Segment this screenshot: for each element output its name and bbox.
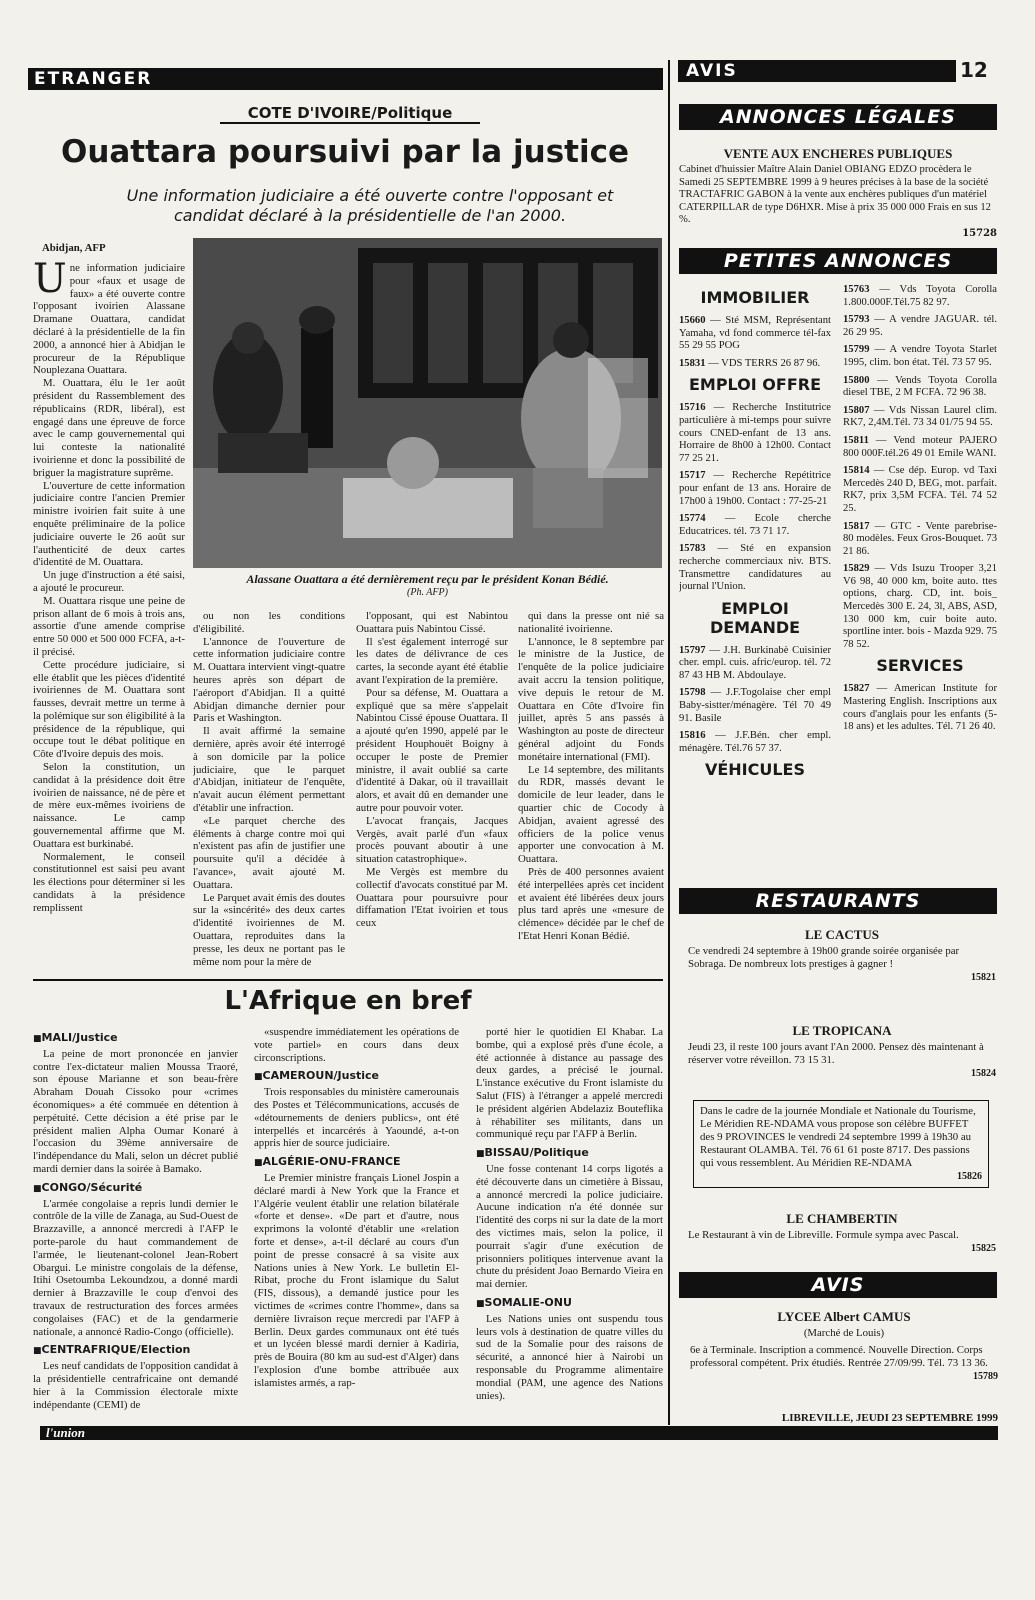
restaurant-ref: 15821 <box>971 972 996 983</box>
article-paragraph: qui dans la presse ont nié sa nationalité ivoirienne. <box>518 610 664 635</box>
classified-ad: 15800 — Vends Toyota Corolla diesel TBE, 2 M FCFA. 72 96 38. <box>843 374 997 399</box>
classified-ad: 15831 — VDS TERRS 26 87 96. <box>679 357 821 369</box>
bref-paragraph: Le Premier ministre français Lionel Jospin a déclaré mardi à New York que la France et l'Algérie veulent établir une relation bilatérale «forte et dense». «De part et d'autre, nous exprimons la volonté d'établir une «relation forte et dense», a-t-il déclaré au cours d'un point de presse consacré à sa visite aux Nations unies à New York. Le bulletin El-Ribat, proche du Front islamique du Salut (FIS, dissous), a demandé justice pour les victimes de «crimes contre l'homme», dans sa dernière livraison reçue mercredi par l'AFP à Berlin. Deux gardes communaux ont été tués et un lycéen blessé mardi dernier à Kadiria, près de Bouira (80 km au sud-est d'Alger) dans l'explosion d'une bombe attribuée aux islamistes armés, a rap- <box>254 1171 459 1389</box>
restaurant-text: Le Restaurant à vin de Libreville. Formule sympa avec Pascal. <box>688 1229 959 1241</box>
classified-category: EMPLOI OFFRE <box>688 375 822 395</box>
bref-paragraph: La peine de mort prononcée en janvier contre l'ex-dictateur malien Moussa Traoré, son épouse Marianne et son beau-frère Abraham Douah Cissoko pour «crimes économiques» a été commuée en détention à perpétuité. Cette décision a été prise par le président malien Alpha Oumar Konaré à l'occasion du 39ème anniversaire de l'indépendance du Mali, selon un décret publié mardi dernier dans la soirée à Bamako. <box>33 1047 238 1175</box>
classified-ref: 15829 <box>843 563 870 575</box>
article-paragraph: Normalement, le conseil constitutionnel est saisi peu avant les élections pour déterminer si les candidats à la présidence remplissent <box>33 850 185 914</box>
classified-ref: 15831 <box>679 357 706 369</box>
article-subhead: Une information judiciaire a été ouverte contre l'opposant et candidat déclaré à la présidentielle de l'an 2000. <box>126 186 614 225</box>
classified-ref: 15660 <box>679 315 706 326</box>
page-number: 12 <box>960 58 988 82</box>
classified-ad: 15774 — Ecole cherche Educatrices. tél. 73 71 17. <box>679 513 831 537</box>
photo-caption <box>193 572 662 600</box>
divider-rule <box>33 979 663 981</box>
article-paragraph: Me Vergès est membre du collectif d'avocats constitué par M. Ouattara pour poursuivre pour diffamation l'Etat ivoirien et tous ceux <box>356 865 508 930</box>
restaurant-name: LE TROPICANA <box>792 1023 892 1038</box>
article-paragraph: L'annonce, le 8 septembre par le ministre de la Justice, de l'enquête de la police judiciaire avait accru la tension politique, vive depuis le retour de M. Ouattara en Côte d'Ivoire fin juillet, après 5 ans passés à Washington au poste de directeur général adjoint du Fonds monétaire international (FMI). <box>518 635 664 763</box>
photo-illustration <box>193 238 662 568</box>
restaurant-ref: 15824 <box>971 1068 996 1079</box>
article-column-2 <box>193 610 345 972</box>
restaurant-chambertin <box>688 1212 996 1255</box>
restaurant-text: Dans le cadre de la journée Mondiale et Nationale du Tourisme, Le Méridien RE-NDAMA vous propose son célèbre BUFFET des 9 PROVINCES le vendredi 24 septembre 1999 à 19h30 au Restaurant OLAMBA. Tél. 76 61 61 poste 8717. Des passions qui vous ressemblent. Au Méridien RE-NDAMA <box>700 1105 976 1169</box>
article-paragraph: Il avait affirmé la semaine dernière, après avoir été interrogé à son domicile par la police judiciaire, que le parquet d'Abidjan, initiateur de l'enquête, n'avait aucun élément permettant d'établir une infraction. <box>193 725 345 814</box>
article-kicker: COTE D'IVOIRE/Politique <box>220 104 480 124</box>
article-paragraph: L'annonce de l'ouverture de cette information judiciaire contre M. Ouattara intervient vingt-quatre heures après son départ de l'aéroport d'Abidjan. Il a quitté Abidjan dimanche dernier pour Paris et Washington. <box>193 635 345 725</box>
vente-notice <box>679 164 997 239</box>
restaurant-text: Jeudi 23, il reste 100 jours avant l'An 2000. Pensez dès maintenant à réserver votre réveillon. 73 15 31. <box>688 1041 984 1066</box>
classified-ref: 15799 <box>843 344 870 356</box>
vente-ref: 15728 <box>962 227 997 239</box>
article-photo <box>193 238 662 568</box>
avis-sub: (Marché de Louis) <box>803 1327 885 1339</box>
classified-category: IMMOBILIER <box>700 288 810 307</box>
avis-lycee <box>690 1310 998 1383</box>
article-paragraph: M. Ouattara, élu le 1er août président du Rassemblement des républicains (RDR, libéral), est engagé dans une épreuve de force avec le camp gouvernemental qui lui conteste la nationalité ivoirienne et donc la possibilité de briguer la magistrature suprême. <box>33 377 185 479</box>
article-headline: Ouattara poursuivi par la justice <box>60 134 630 170</box>
classified-ref: 15800 <box>843 374 870 386</box>
article-paragraph: Selon la constitution, un candidat à la présidence doit être ivoirien de naissance, né de père et de mère eux-mêmes ivoiriens de naissance. Le camp gouvernemental affirme que M. Ouattara est burkinabé. <box>33 761 185 850</box>
classified-ref: 15763 <box>843 284 870 295</box>
section-bar-avis <box>678 60 956 82</box>
classified-ad: 15763 — Vds Toyota Corolla 1.800.000F.Tél.75 82 97. <box>843 284 997 308</box>
classified-ref: 15797 <box>679 644 706 656</box>
bref-paragraph: L'armée congolaise a repris lundi dernier le contrôle de la ville de Zanaga, au Sud-Ouest de Brazzaville, a annoncé mercredi à l'AFP le porte-parole du haut commandement de l'armée, le lieutenant-colonel Jean-Robert Obargui. Le ministre congolais de la défense, Itihi Osetoumba Lekoundzou, a donné mardi dernier à Brazzaville le coup d'envoi des travaux de restructuration des forces armées congolaises (FAC) et de la gendarmerie nationale, a annoncé Radio-Congo (officielle). <box>33 1197 238 1338</box>
restaurant-text: Ce vendredi 24 septembre à 19h00 grande soirée organisée par Sobraga. De nombreux lots prestiges à gagner ! <box>688 945 960 970</box>
column-divider <box>668 60 670 1425</box>
article-paragraph: M. Ouattara risque une peine de prison allant de 6 mois à trois ans, assortie d'une amende comprise entre 50 000 et 500 000 FCFA, a-t-il précisé. <box>33 594 185 658</box>
footer-bar <box>40 1426 998 1440</box>
classified-ad: 15793 — A vendre JAGUAR. tél. 26 29 95. <box>843 314 997 338</box>
classified-ad: 15827 — American Institute for Mastering English. Inscriptions aux cours d'anglais pour les enfants (5-18 ans) et les adultes. Tél. 71 26 40. <box>843 683 997 733</box>
footer-dateline: LIBREVILLE, JEUDI 23 SEPTEMBRE 1999 <box>781 1412 998 1424</box>
classified-ad: 15817 — GTC - Vente parebrise- 80 modèles. Feux Gros-Bouquet. 73 21 86. <box>843 520 997 557</box>
dateline-text: Abidjan, AFP <box>42 242 106 254</box>
bref-paragraph: Les Nations unies ont suspendu tous leurs vols à destination de quatre villes du sud de la Somalie pour des raisons de sécurité, a annoncé hier à Nairobi un responsable du Programme alimentaire mondial (PAM, une agence des Nations unies). <box>476 1312 663 1402</box>
petites-right-column <box>843 284 997 884</box>
section-label: AVIS <box>686 61 738 81</box>
section-bar-etranger <box>28 68 663 90</box>
bref-paragraph: Les neuf candidats de l'opposition candidat à la présidentielle centrafricaine ont demandé hier à la Commission électorale mixte indépendante (CEMI) de <box>33 1360 238 1411</box>
bref-column-2 <box>254 1026 459 1418</box>
bref-paragraph: Trois responsables du ministère camerounais des Postes et Télécommunications, accusés de «détournements de deniers publics», ont été interpellés et incarcérés à Yaoundé, a-t-on appris hier de source judiciaire. <box>254 1086 459 1150</box>
bref-title: L'Afrique en bref <box>224 986 472 1016</box>
article-paragraph: L'ouverture de cette information judiciaire contre l'ancien Premier ministre ivoirien fait suite à une enquête préliminaire de la police judiciaire ouverte le 26 août sur l'authenticité de deux cartes d'identité de M. Ouattara. <box>33 479 185 569</box>
classified-ad: 15816 — J.F.Bén. cher empl. ménagère. Tél.76 57 37. <box>679 730 831 754</box>
article-column-4 <box>518 610 664 972</box>
article-paragraph: Un juge d'instruction a été saisi, a ajouté le procureur. <box>33 569 185 594</box>
classified-ref: 15816 <box>679 730 706 742</box>
classified-ref: 15807 <box>843 404 870 416</box>
bref-heading: ■ MALI/Justice <box>33 1032 238 1046</box>
article-paragraph: l'opposant, qui est Nabintou Ouattara puis Nabintou Cissé. <box>356 610 508 635</box>
bref-paragraph: Une fosse contenant 14 corps ligotés a été découverte dans un cimetière à Bissau, a annoncé mercredi la police judiciaire. Aucune indication n'a été donnée sur l'identité des corps ni sur la date de la mort des victimes mais, selon la police, il pourrait s'agir d'une exécution de prisonniers politiques intervenue avant la chute du président Joao Bernardo Vieira en mai dernier. <box>476 1162 663 1291</box>
classified-category: VÉHICULES <box>704 760 806 780</box>
classified-ref: 15811 <box>843 434 869 446</box>
bref-heading: ■ SOMALIE-ONU <box>476 1297 663 1311</box>
annonces-legales-bar: ANNONCES LÉGALES <box>679 104 997 130</box>
bref-heading: ■ CONGO/Sécurité <box>33 1182 238 1196</box>
footer-paper-name: l'union <box>46 1425 86 1440</box>
bref-paragraph: porté hier le quotidien El Khabar. La bombe, qui a explosé près d'une école, a été actionnée à distance au passage des deux gardes, a précisé le journal. L'instance exécutive du Front islamiste du Salut (FIS) à l'étranger a appelé mercredi le président algérien Abdelaziz Bouteflika à réhabiliter ses militants, dans un communiqué reçu par l'AFP à Berlin. <box>476 1026 663 1141</box>
vente-text: Cabinet d'huissier Maître Alain Daniel OBIANG EDZO procèdera le Samedi 25 SEPTEMBRE 1999 à 9 heures précises à la base de la société TRACTAFRIC GABON à la vente aux enchères publiques d'un matériel CATERPILLAR de type D6HXR. Mise à prix 35 000 000 Frais en sus 12 %. <box>679 164 991 226</box>
classified-category: SERVICES <box>876 656 964 676</box>
bref-heading: ■ BISSAU/Politique <box>476 1147 663 1161</box>
section-label: ETRANGER <box>34 69 153 89</box>
classified-ref: 15716 <box>679 402 706 414</box>
classified-ref: 15717 <box>679 470 706 482</box>
classified-ref: 15783 <box>679 543 706 555</box>
classified-ad: 15783 — Sté en expansion recherche commerciaux niv. BTS. Transmettre candidatures au journal l'Union. <box>679 543 831 593</box>
petites-left-column <box>679 284 831 884</box>
bref-heading: ■ ALGÉRIE-ONU-FRANCE <box>254 1156 459 1170</box>
bref-heading: ■ CAMEROUN/Justice <box>254 1070 459 1084</box>
classified-ad: 15797 — J.H. Burkinabè Cuisinier cher. empl. cuis. afric/europ. tél. 72 87 43 HB M. Abdoulaye. <box>679 644 831 681</box>
bref-paragraph: «suspendre immédiatement les opérations de vote partiel» en cours dans deux circonscriptions. <box>254 1026 459 1064</box>
classified-ref: 15827 <box>843 683 870 695</box>
classified-ref: 15817 <box>843 520 870 532</box>
restaurants-bar: RESTAURANTS <box>679 888 997 914</box>
avis-text: 6e à Terminale. Inscription a commencé. Nouvelle Direction. Corps professoral compétent. Prix étudiés. Rentrée 27/09/99. Tél. 73 13 36. <box>690 1344 988 1369</box>
photo-credit: (Ph. AFP) <box>407 587 448 598</box>
restaurant-name: LE CHAMBERTIN <box>786 1211 898 1226</box>
classified-ref: 15793 <box>843 314 870 326</box>
classified-ad: 15716 — Recherche Institutrice particulière à mi-temps pour suivre cours CNED-enfant de 13 ans. Horraire de 8h00 à 12h00. Contact 77 25 21. <box>679 402 831 464</box>
article-paragraph: «Le parquet cherche des éléments à charge contre moi qui n'existent pas afin de justifier une poursuite qu'il a décidée à l'avance», avait ajouté M. Ouattara. <box>193 814 345 891</box>
classified-category: EMPLOI DEMANDE <box>709 598 801 637</box>
caption-text: Alassane Ouattara a été dernièrement reçu par le président Konan Bédié. <box>246 572 609 586</box>
article-paragraph: Cette procédure judiciaire, si elle établit que les pièces d'identité ivoiriennes de M. Ouattara sont fausses, devrait mettre un terme à la polémique sur son éligibilité à la présidence de la république, qui occupe tout le débat politique en Côte d'Ivoire depuis des mois. <box>33 658 185 761</box>
classified-ad: 15660 — Sté MSM, Représentant Yamaha, vd fond commerce tél-fax 55 29 55 POG <box>679 315 831 352</box>
restaurant-ref: 15825 <box>971 1243 996 1254</box>
petites-annonces-bar: PETITES ANNONCES <box>679 248 997 274</box>
avis-ref: 15789 <box>973 1371 998 1382</box>
restaurant-tropicana <box>688 1024 996 1080</box>
restaurant-name: LE CACTUS <box>804 927 880 942</box>
classified-ad: 15829 — Vds Isuzu Trooper 3,21 V6 98, 40 000 km, boite auto. ttes options, charg. CD, int. bois_ Mercedès 300 E. 24, 3l, ABS, ASD, 130 000 km, cuir boite auto. sportline inter. bois - Mazda 929. 75 78 52. <box>843 563 997 650</box>
drop-cap: U <box>33 262 67 302</box>
restaurant-ref: 15826 <box>957 1171 982 1182</box>
article-paragraph: Pour sa défense, M. Ouattara a expliqué que sa mère s'appelait Nabintou Cissé épouse Ouattara. Il a ajouté qu'en 1990, appelé par le président Houphouët Boigny à occuper le poste de Premier ministre, il avait oublié sa carte d'identité à Dakar, où il travaillait alors, et avait dû en demander une autre pour pouvoir voter. <box>356 686 508 814</box>
article-paragraph: Près de 400 personnes avaient été interpellées après cet incident et avaient été libérées deux jours plus tard après une «mesure de clémence» décidée par le chef de l'Etat Henri Konan Bédié. <box>518 865 664 942</box>
article-paragraph: Le 14 septembre, des militants du RDR, massés devant le domicile de leur leader, dans le quartier chic de Cocody à Abidjan, avaient agressé des officiers de la police venus apporter une convocation à M. Ouattara. <box>518 763 664 866</box>
classified-ad: 15717 — Recherche Repétitrice pour enfant de 13 ans. Horaire de 17h00 à 19h00. Contact : 77-25-21 <box>679 470 831 507</box>
article-paragraph: L'avocat français, Jacques Vergès, avait parlé d'un «faux procès pouvant aboutir à une situation catastrophique». <box>356 814 508 866</box>
article-column-3 <box>356 610 508 972</box>
bref-column-1 <box>33 1026 238 1418</box>
article-paragraph: Une information judiciaire pour «faux et usage de faux» a été ouverte contre l'opposant ivoirien Alassane Dramane Ouattara, candidat déclaré à la présidentielle de la fin 2000, a annoncé hier à Abidjan le procureur de la République Nouplezana Ouattara. <box>33 262 185 377</box>
classified-ad: 15799 — A vendre Toyota Starlet 1995, clim. bon état. Tél. 73 57 95. <box>843 344 997 368</box>
bref-column-3 <box>476 1026 663 1418</box>
vente-title: VENTE AUX ENCHERES PUBLIQUES <box>723 146 953 161</box>
article-dateline <box>42 242 182 255</box>
classified-ad: 15807 — Vds Nissan Laurel clim. RK7, 2,4M.Tél. 73 34 01/75 94 55. <box>843 404 997 429</box>
classified-ad: 15811 — Vend moteur PAJERO 800 000F.tél.26 49 01 Emile WANI. <box>843 434 997 459</box>
classified-ad: 15798 — J.F.Togolaise cher empl Baby-sistter/ménagère. Tél 70 49 91. Basile <box>679 687 831 724</box>
restaurant-meridien-box <box>693 1100 989 1188</box>
article-column-1 <box>33 262 185 972</box>
classified-ref: 15774 <box>679 513 706 525</box>
article-paragraph: Il s'est également interrogé sur les dates de délivrance de ces cartes, la seconde ayant été établie avant l'expiration de la première. <box>356 635 508 686</box>
classified-ref: 15798 <box>679 687 706 699</box>
article-paragraph: Le Parquet avait émis des doutes sur la «sincérité» des deux cartes d'identité ivoiriennes de M. Ouattara, reproduites dans la presse, les deux ne portant pas le même nom pour la mère de <box>193 891 345 968</box>
avis-name: LYCEE Albert CAMUS <box>777 1309 911 1324</box>
classified-ad: 15814 — Cse dép. Europ. vd Taxi Mercedès 240 D, BEG, mot. parfait. RK7, prix 3,5M FCFA. Tél. 74 52 25. <box>843 465 997 514</box>
classified-ref: 15814 <box>843 465 870 477</box>
avis-bar: AVIS <box>679 1272 997 1298</box>
article-paragraph: ou non les conditions d'éligibilité. <box>193 610 345 635</box>
restaurant-cactus <box>688 928 996 984</box>
bref-heading: ■ CENTRAFRIQUE/Election <box>33 1344 238 1358</box>
